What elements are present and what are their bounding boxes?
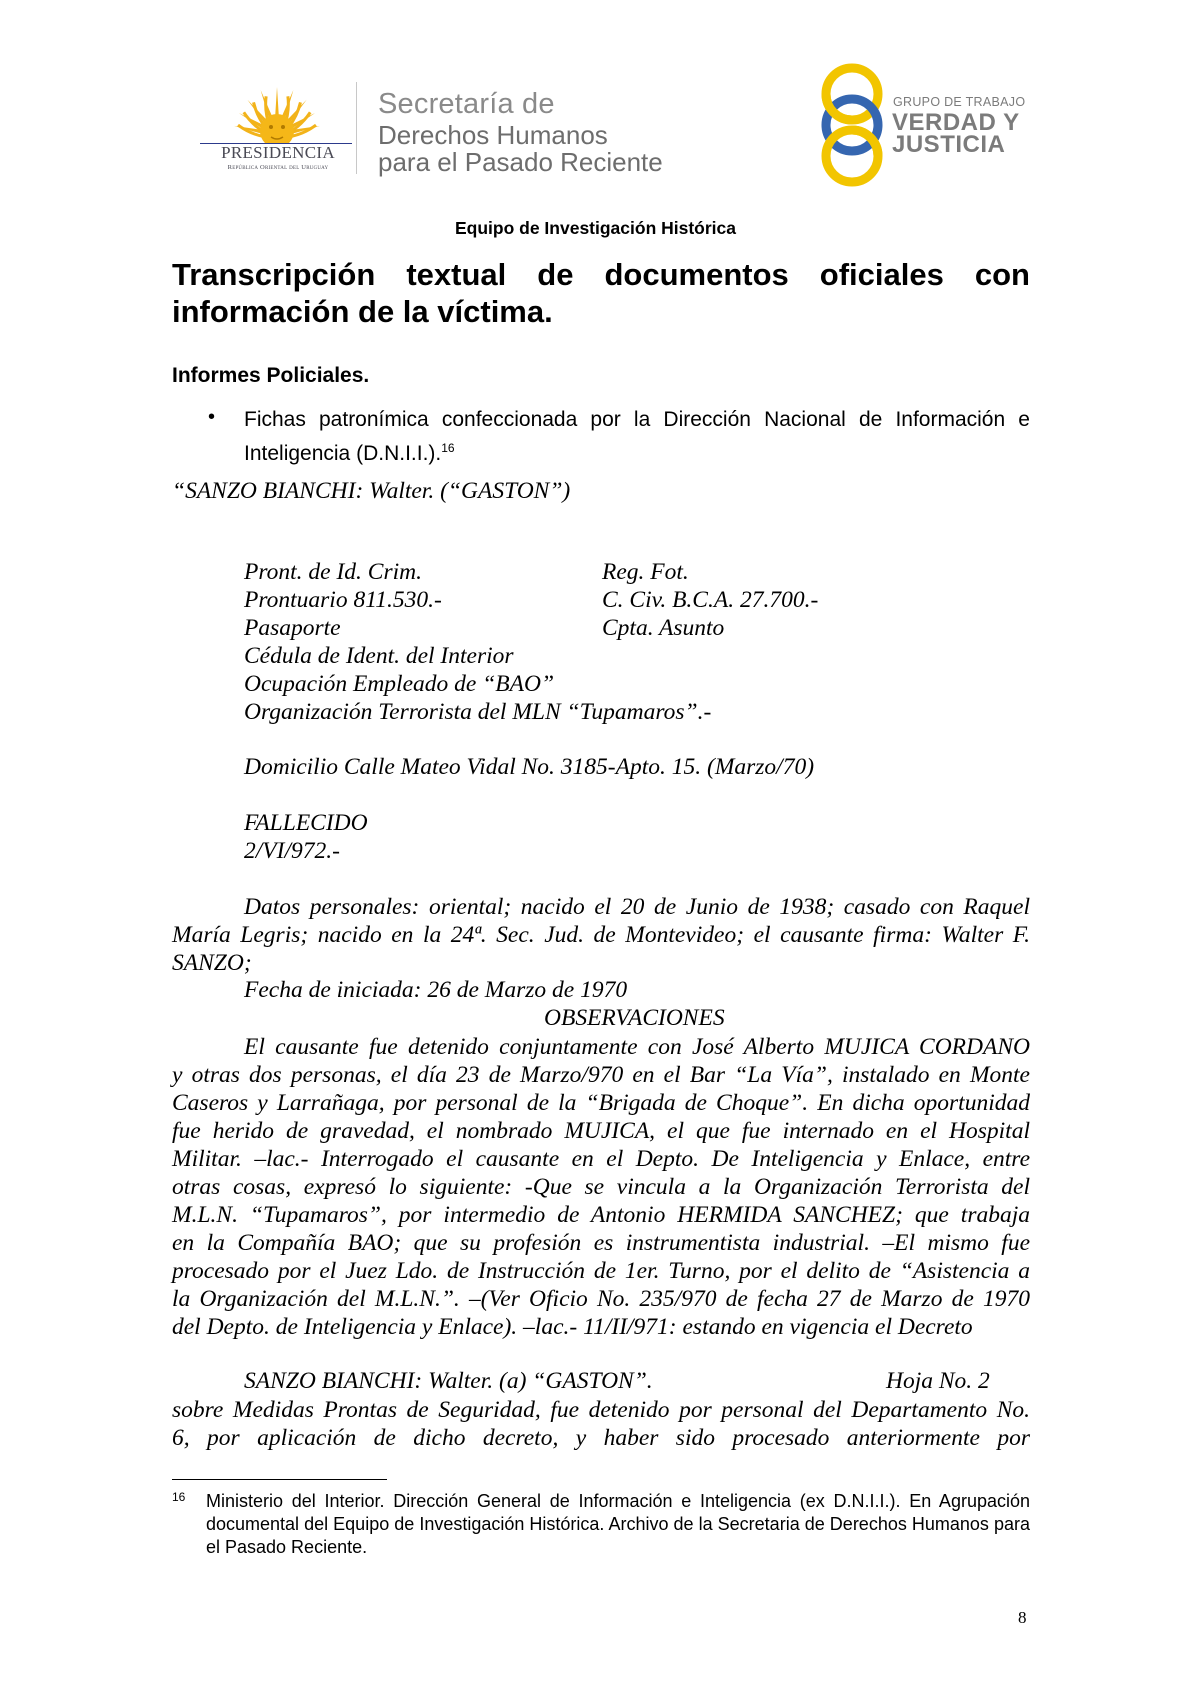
presidencia-subtitle: República Oriental del Uruguay	[227, 164, 329, 171]
header-divider	[356, 82, 357, 174]
obs-line-5: otras cosas, expresó lo siguiente: -Que se vincula a la Organización Terrorista del	[172, 1174, 1030, 1200]
page2-header-left: SANZO BIANCHI: Walter. (a) “GASTON”.	[244, 1368, 653, 1394]
footnote-number: 16	[172, 1490, 186, 1504]
record-right-2: Cpta. Asunto	[602, 615, 725, 641]
page2-line-0: sobre Medidas Prontas de Seguridad, fue detenido por personal del Departamento No.	[172, 1397, 1030, 1423]
observaciones-title: OBSERVACIONES	[544, 1005, 725, 1031]
record-right-1: C. Civ. B.C.A. 27.700.-	[602, 587, 819, 613]
obs-line-7: en la Compañía BAO; que su profesión es instrumentista industrial. –El mismo fue	[172, 1230, 1030, 1256]
datos-line-1: María Legris; nacido en la 24ª. Sec. Jud. de Montevideo; el causante firma: Walter F.	[172, 922, 1030, 948]
bullet-text: Fichas patronímica confeccionada por la Dirección Nacional de Información e Inteligencia (D.N.I.I.).	[244, 408, 1030, 465]
interlocking-rings-icon	[812, 62, 892, 188]
grupo-line-3: JUSTICIA	[892, 131, 1006, 158]
obs-line-2: Caseros y Larrañaga, por personal de la “Brigada de Choque”. En dicha oportunidad	[172, 1090, 1030, 1116]
record-header: “SANZO BIANCHI: Walter. (“GASTON”)	[172, 478, 571, 504]
record-left-1: Prontuario 811.530.-	[244, 587, 442, 613]
grupo-line-2: VERDAD Y	[892, 109, 1020, 136]
record-left-3: Cédula de Ident. del Interior	[244, 643, 514, 669]
record-left-0: Pront. de Id. Crim.	[244, 559, 422, 585]
obs-line-0: El causante fue detenido conjuntamente con José Alberto MUJICA CORDANO	[244, 1034, 1030, 1060]
team-heading: Equipo de Investigación Histórica	[454, 218, 737, 238]
obs-line-10: del Depto. de Inteligencia y Enlace). –lac.- 11/II/971: estando en vigencia el Decreto	[172, 1314, 973, 1340]
bullet-marker: •	[208, 406, 216, 428]
obs-line-6: M.L.N. “Tupamaros”, por intermedio de Antonio HERMIDA SANCHEZ; que trabaja	[172, 1202, 1030, 1228]
secretaria-line-2: Derechos Humanos	[378, 120, 608, 150]
record-fecha: Fecha de iniciada: 26 de Marzo de 1970	[244, 977, 628, 1003]
record-fallecido-date: 2/VI/972.-	[244, 838, 340, 864]
footnote-text: Ministerio del Interior. Dirección General de Información e Inteligencia (ex D.N.I.I.). En Agrupación documental del Equipo de Investigación Histórica. Archivo de la Secretaria de Derechos Humanos para el Pasado Reciente.	[206, 1491, 1030, 1557]
record-fallecido: FALLECIDO	[244, 810, 368, 836]
obs-line-4: Militar. –lac.- Interrogado el causante en el Depto. De Inteligencia y Enlace, entre	[172, 1146, 1030, 1172]
obs-line-1: y otras dos personas, el día 23 de Marzo/970 en el Bar “La Vía”, instalado en Monte	[172, 1062, 1030, 1088]
section-heading: Informes Policiales.	[172, 364, 370, 387]
datos-line-2: SANZO;	[172, 950, 252, 976]
footnote-ref: 16	[441, 441, 455, 455]
obs-line-9: la Organización del M.L.N.”. –(Ver Oficio No. 235/970 de fecha 27 de Marzo de 1970	[172, 1286, 1030, 1312]
record-left-4: Ocupación Empleado de “BAO”	[244, 671, 555, 697]
presidencia-name: PRESIDENCIA	[221, 143, 335, 162]
footnote-rule	[172, 1479, 387, 1480]
record-right-0: Reg. Fot.	[602, 559, 689, 585]
grupo-line-1: GRUPO DE TRABAJO	[893, 95, 1026, 109]
obs-line-3: fue herido de gravedad, el nombrado MUJICA, el que fue internado en el Hospital	[172, 1118, 1030, 1144]
sun-of-may-icon	[195, 80, 360, 150]
page-number: 8	[1018, 1608, 1027, 1627]
record-left-5: Organización Terrorista del MLN “Tupamaros”.-	[244, 699, 712, 725]
record-left-2: Pasaporte	[244, 615, 341, 641]
document-title: Transcripción textual de documentos oficiales con información de la víctima.	[172, 257, 1030, 329]
secretaria-line-3: para el Pasado Reciente	[378, 147, 663, 177]
page2-header-right: Hoja No. 2	[886, 1368, 990, 1394]
obs-line-8: procesado por el Juez Ldo. de Instrucción de 1er. Turno, por el delito de “Asistencia a	[172, 1258, 1030, 1284]
page2-line-1: 6, por aplicación de dicho decreto, y haber sido procesado anteriormente por	[172, 1425, 1030, 1451]
record-domicilio: Domicilio Calle Mateo Vidal No. 3185-Apto. 15. (Marzo/70)	[244, 754, 815, 780]
datos-line-0: Datos personales: oriental; nacido el 20 de Junio de 1938; casado con Raquel	[244, 894, 1030, 920]
bullet-item	[244, 406, 1030, 468]
secretaria-line-1: Secretaría de	[378, 88, 555, 120]
